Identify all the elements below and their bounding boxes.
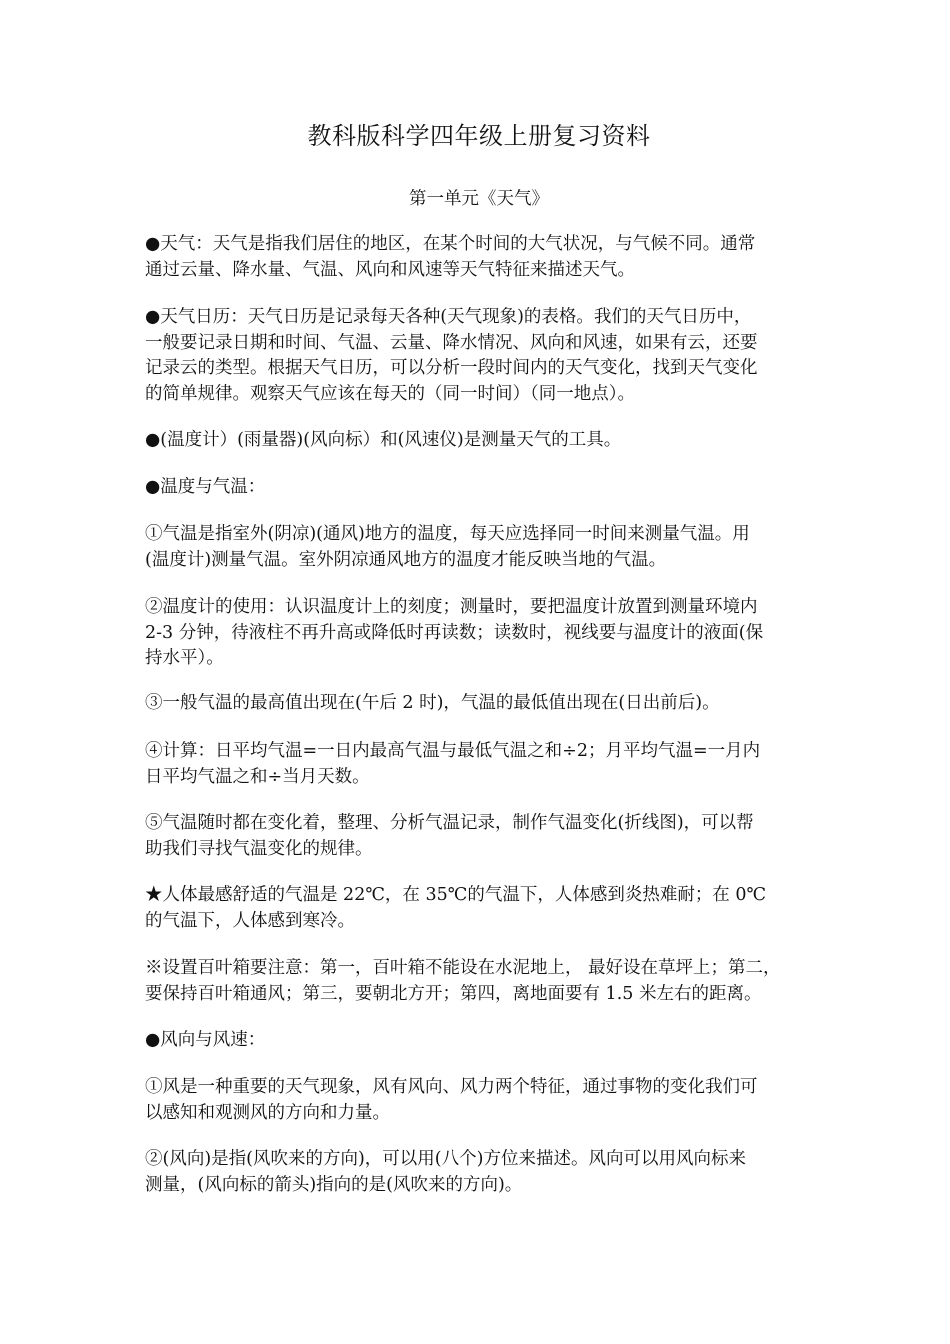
- text-line: 2-3 分钟，待液柱不再升高或降低时再读数；读数时，视线要与温度计的液面(保: [145, 622, 764, 643]
- text-line: 一般要记录日期和时间、气温、云量、降水情况、风向和风速，如果有云，还要: [145, 332, 758, 353]
- paragraph-temperature-2: [145, 595, 813, 672]
- text-line: ②温度计的使用：认识温度计上的刻度；测量时，要把温度计放置到测量环境内: [145, 597, 758, 617]
- text-line: 以感知和观测风的方向和力量。: [145, 1102, 390, 1123]
- text-line: ①风是一种重要的天气现象，风有风向、风力两个特征，通过事物的变化我们可: [145, 1077, 758, 1097]
- paragraph-wind-heading: [145, 1028, 813, 1054]
- paragraph-temperature-3: [145, 691, 813, 717]
- text-line: ④计算：日平均气温=一日内最高气温与最低气温之和÷2；月平均气温=一月内: [145, 741, 761, 761]
- paragraph-comfort-temperature: [145, 883, 813, 934]
- text-line: ⑤气温随时都在变化着，整理、分析气温记录，制作气温变化(折线图)，可以帮: [145, 813, 754, 833]
- text-line: ●(温度计）(雨量器)(风向标）和(风速仪)是测量天气的工具。: [145, 430, 622, 450]
- text-line: ※设置百叶箱要注意：第一，百叶箱不能设在水泥地上， 最好设在草坪上；第二，: [145, 958, 781, 978]
- text-line: ●风向与风速：: [145, 1030, 266, 1050]
- paragraph-temperature-heading: [145, 475, 813, 501]
- paragraph-weather: [145, 232, 813, 283]
- paragraph-weather-tools: [145, 428, 813, 454]
- paragraph-weather-calendar: [145, 305, 813, 407]
- text-line: 测量，(风向标的箭头)指向的是(风吹来的方向)。: [145, 1174, 523, 1195]
- text-line: ③一般气温的最高值出现在(午后 2 时)，气温的最低值出现在(日出前后)。: [145, 693, 720, 713]
- text-line: 助我们寻找气温变化的规律。: [145, 838, 373, 859]
- text-line: ①气温是指室外(阴凉)(通风)地方的温度，每天应选择同一时间来测量气温。用: [145, 524, 750, 544]
- text-line: 的简单规律。观察天气应该在每天的（同一时间）（同一地点）。: [145, 383, 635, 404]
- paragraph-temperature-5: [145, 811, 813, 862]
- paragraph-louver-box: [145, 956, 813, 1007]
- paragraph-wind-2: [145, 1147, 813, 1198]
- text-line: ●温度与气温：: [145, 477, 266, 497]
- unit-heading: 第一单元《天气》: [409, 189, 549, 209]
- text-line: (温度计)测量气温。室外阴凉通风地方的温度才能反映当地的气温。: [145, 549, 667, 570]
- text-line: ●天气日历：天气日历是记录每天各种(天气现象)的表格。我们的天气日历中，: [145, 307, 752, 327]
- text-line: ★人体最感舒适的气温是 22℃，在 35℃的气温下，人体感到炎热难耐；在 0℃: [145, 885, 767, 905]
- paragraph-temperature-1: [145, 522, 813, 573]
- text-line: ②(风向)是指(风吹来的方向)，可以用(八个)方位来描述。风向可以用风向标来: [145, 1149, 746, 1169]
- text-line: 的气温下，人体感到寒冷。: [145, 910, 355, 931]
- text-line: 要保持百叶箱通风；第三，要朝北方开；第四，离地面要有 1.5 米左右的距离。: [145, 983, 762, 1004]
- paragraph-temperature-4: [145, 739, 813, 790]
- text-line: 日平均气温之和÷当月天数。: [145, 766, 370, 787]
- paragraph-wind-1: [145, 1075, 813, 1126]
- text-line: 记录云的类型。根据天气日历，可以分析一段时间内的天气变化，找到天气变化: [145, 358, 758, 378]
- document-title: 教科版科学四年级上册复习资料: [307, 122, 651, 150]
- text-line: ●天气：天气是指我们居住的地区，在某个时间的大气状况，与气候不同。通常: [145, 234, 756, 254]
- text-line: 持水平）。: [145, 648, 224, 668]
- text-line: 通过云量、降水量、气温、风向和风速等天气特征来描述天气。: [145, 259, 635, 280]
